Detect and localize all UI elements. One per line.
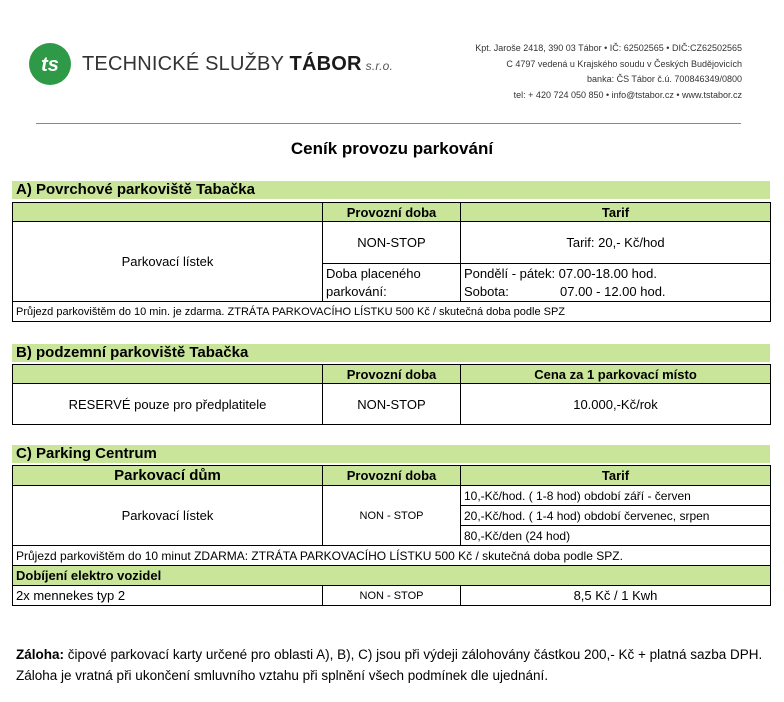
section-b-table xyxy=(12,364,771,425)
header-divider xyxy=(36,123,741,124)
letterhead xyxy=(0,0,784,130)
ts-logo-icon xyxy=(28,42,72,86)
section-b-col-provoz: Provozní doba xyxy=(323,365,461,384)
page-title: Ceník provozu parkování xyxy=(290,139,494,158)
section-c-item: Parkovací lístek xyxy=(13,486,323,546)
section-c-ev-price: 8,5 Kč / 1 Kwh xyxy=(461,586,771,606)
contact-block xyxy=(475,41,742,103)
section-c-table xyxy=(12,465,771,606)
section-a-hours xyxy=(461,264,771,302)
section-c-ev-heading: Dobíjení elektro vozidel xyxy=(13,566,771,586)
section-c-nonstop: NON - STOP xyxy=(323,486,461,546)
logo-text: ts xyxy=(41,54,59,76)
section-c-tarif1: 10,-Kč/hod. ( 1-8 hod) období září - červen xyxy=(461,486,771,506)
section-b-item: RESERVÉ pouze pro předplatitele xyxy=(13,384,323,425)
section-c-heading: C) Parking Centrum xyxy=(12,445,770,463)
deposit-text: čipové parkovací karty určené pro oblasti A), B), C) jsou při výdeji zálohovány částkou 200,- Kč + platná sazba DPH. Záloha je vratná při ukončení smluvního vztahu při splnění všech podmínek dle ujednání. xyxy=(16,647,763,683)
section-b-col-cena: Cena za 1 parkovací místo xyxy=(461,365,771,384)
section-a-col-tarif: Tarif xyxy=(461,203,771,222)
section-c-tarif3: 80,-Kč/den (24 hod) xyxy=(461,526,771,546)
section-b-price: 10.000,-Kč/rok xyxy=(461,384,771,425)
section-a-saturday-label: Sobota: xyxy=(464,283,509,299)
company-suffix: s.r.o. xyxy=(365,58,394,73)
contact-registration: C 4797 vedená u Krajského soudu v Českých Budějovicích xyxy=(506,58,742,69)
section-a-doba-line1: Doba placeného xyxy=(326,265,421,281)
section-c-ev-item: 2x mennekes typ 2 xyxy=(13,586,323,606)
section-a-weekday: Pondělí - pátek: 07.00-18.00 hod. xyxy=(464,265,657,281)
section-a-blank-header xyxy=(13,203,323,222)
contact-address: Kpt. Jaroše 2418, 390 03 Tábor • IČ: 62502565 • DIČ:CZ62502565 xyxy=(475,43,742,53)
company-name xyxy=(82,53,393,76)
section-c-col-tarif: Tarif xyxy=(461,466,771,486)
section-a-tarif-value: Tarif: 20,- Kč/hod xyxy=(461,222,771,264)
section-a-saturday xyxy=(464,283,767,301)
company-name-bold: TÁBOR xyxy=(289,52,362,75)
company-name-regular: TECHNICKÉ SLUŽBY xyxy=(82,52,290,75)
section-a-saturday-hours: 07.00 - 12.00 hod. xyxy=(560,283,666,299)
section-a-col-provoz: Provozní doba xyxy=(323,203,461,222)
deposit-label: Záloha: xyxy=(16,647,65,662)
section-a-item: Parkovací lístek xyxy=(13,222,323,302)
section-a-note: Průjezd parkovištěm do 10 min. je zdarma. ZTRÁTA PARKOVACÍHO LÍSTKU 500 Kč / skutečná doba podle SPZ xyxy=(13,302,771,322)
section-c-tarif2: 20,-Kč/hod. ( 1-4 hod) období červenec, srpen xyxy=(461,506,771,526)
section-c-col-provoz: Provozní doba xyxy=(323,466,461,486)
section-a-nonstop: NON-STOP xyxy=(323,222,461,264)
section-c-col-dum: Parkovací dům xyxy=(13,466,323,486)
section-b-blank-header xyxy=(13,365,323,384)
deposit-note xyxy=(16,644,766,686)
contact-bank: banka: ČS Tábor č.ú. 700846349/0800 xyxy=(587,74,742,84)
company-logo xyxy=(28,42,393,86)
section-b-heading: B) podzemní parkoviště Tabačka xyxy=(12,344,770,362)
section-c-note: Průjezd parkovištěm do 10 minut ZDARMA: ZTRÁTA PARKOVACÍHO LÍSTKU 500 Kč / skutečná doba podle SPZ. xyxy=(13,546,771,566)
section-a-doba-line2: parkování: xyxy=(326,283,387,299)
section-a-heading: A) Povrchové parkoviště Tabačka xyxy=(12,181,770,199)
section-c-ev-nonstop: NON - STOP xyxy=(323,586,461,606)
section-a-doba xyxy=(323,264,461,302)
section-b-nonstop: NON-STOP xyxy=(323,384,461,425)
contact-phone-email: tel: + 420 724 050 850 • info@tstabor.cz • www.tstabor.cz xyxy=(513,89,742,100)
section-a-table xyxy=(12,202,771,322)
